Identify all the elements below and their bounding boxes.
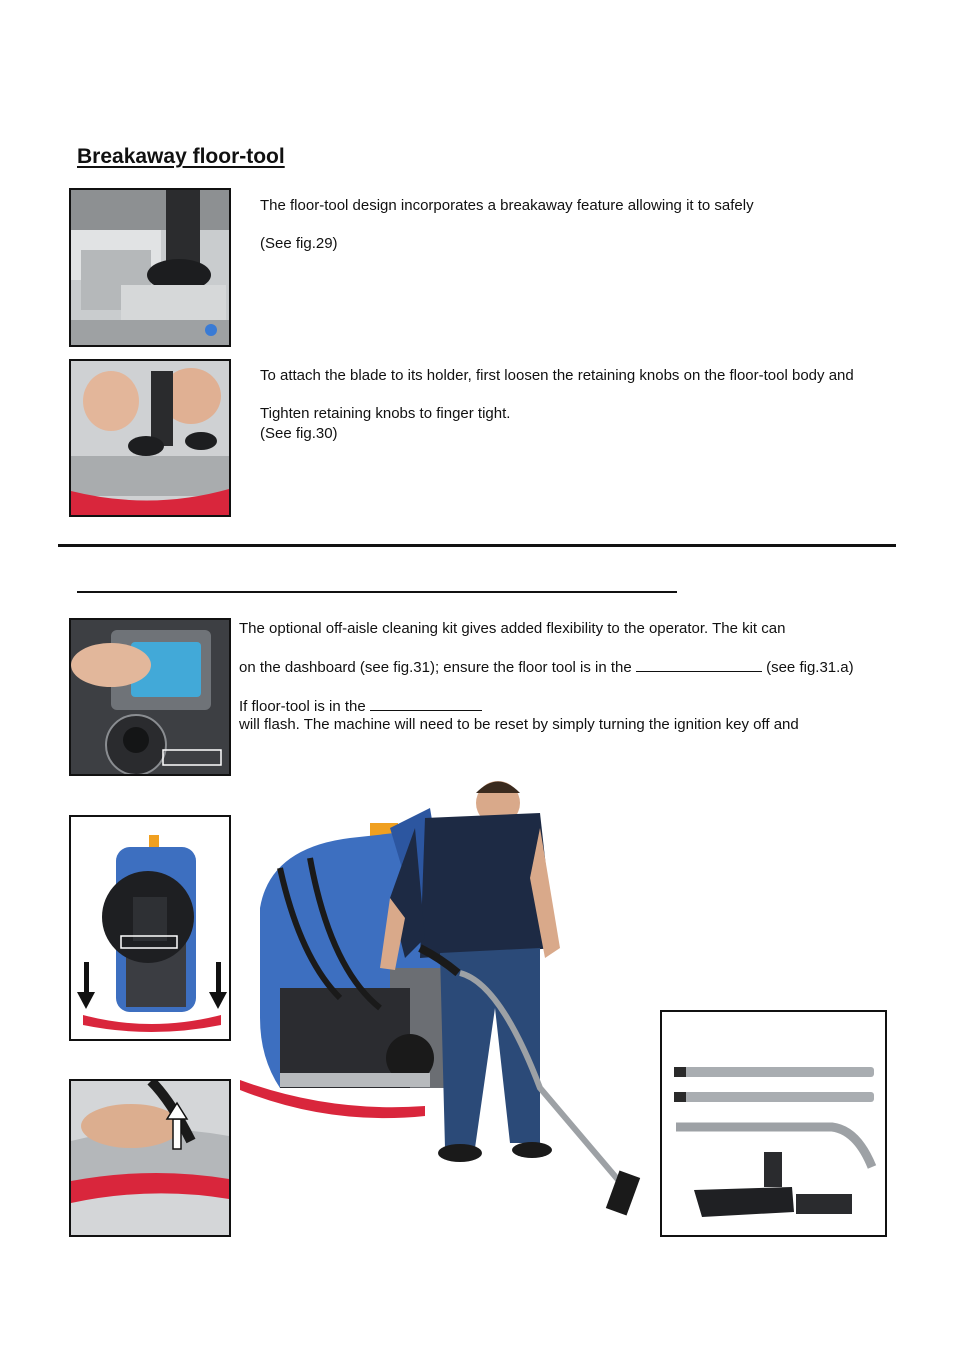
machine-rear-photo — [69, 815, 231, 1041]
wand-accessories-photo — [660, 1010, 887, 1237]
blade-attach-photo — [69, 359, 231, 517]
off-aisle-text-line3-prefix: If floor-tool is in the — [239, 698, 366, 715]
attach-text-figref: (See fig.30) — [260, 425, 338, 442]
off-aisle-text-line2 — [239, 657, 854, 677]
dashboard-switch-photo — [69, 618, 231, 776]
off-aisle-text-line4: will flash. The machine will need to be reset by simply turning the ignition key off and — [239, 716, 799, 733]
breakaway-text-line1: The floor-tool design incorporates a breakaway feature allowing it to safely — [260, 197, 754, 214]
floor-tool-lift-photo — [69, 1079, 231, 1237]
off-aisle-text-line2-prefix: on the dashboard (see fig.31); ensure the floor tool is in the — [239, 659, 632, 676]
attach-text-line1: To attach the blade to its holder, first loosen the retaining knobs on the floor-tool body and — [260, 367, 854, 384]
operator-vacuuming-photo — [240, 758, 690, 1238]
off-aisle-text-line2-suffix: (see fig.31.a) — [766, 659, 854, 676]
attach-text-line2: Tighten retaining knobs to finger tight. — [260, 405, 511, 422]
section-heading-breakaway: Breakaway floor-tool — [77, 145, 285, 168]
squeegee-knob-photo — [69, 188, 231, 347]
off-aisle-text-line3 — [239, 696, 482, 716]
section-heading-underline — [77, 591, 677, 593]
blank-field — [370, 696, 482, 711]
section-divider — [58, 544, 896, 547]
breakaway-text-figref: (See fig.29) — [260, 235, 338, 252]
blank-field — [636, 657, 762, 672]
off-aisle-text-line1: The optional off-aisle cleaning kit gives added flexibility to the operator. The kit can — [239, 620, 786, 637]
